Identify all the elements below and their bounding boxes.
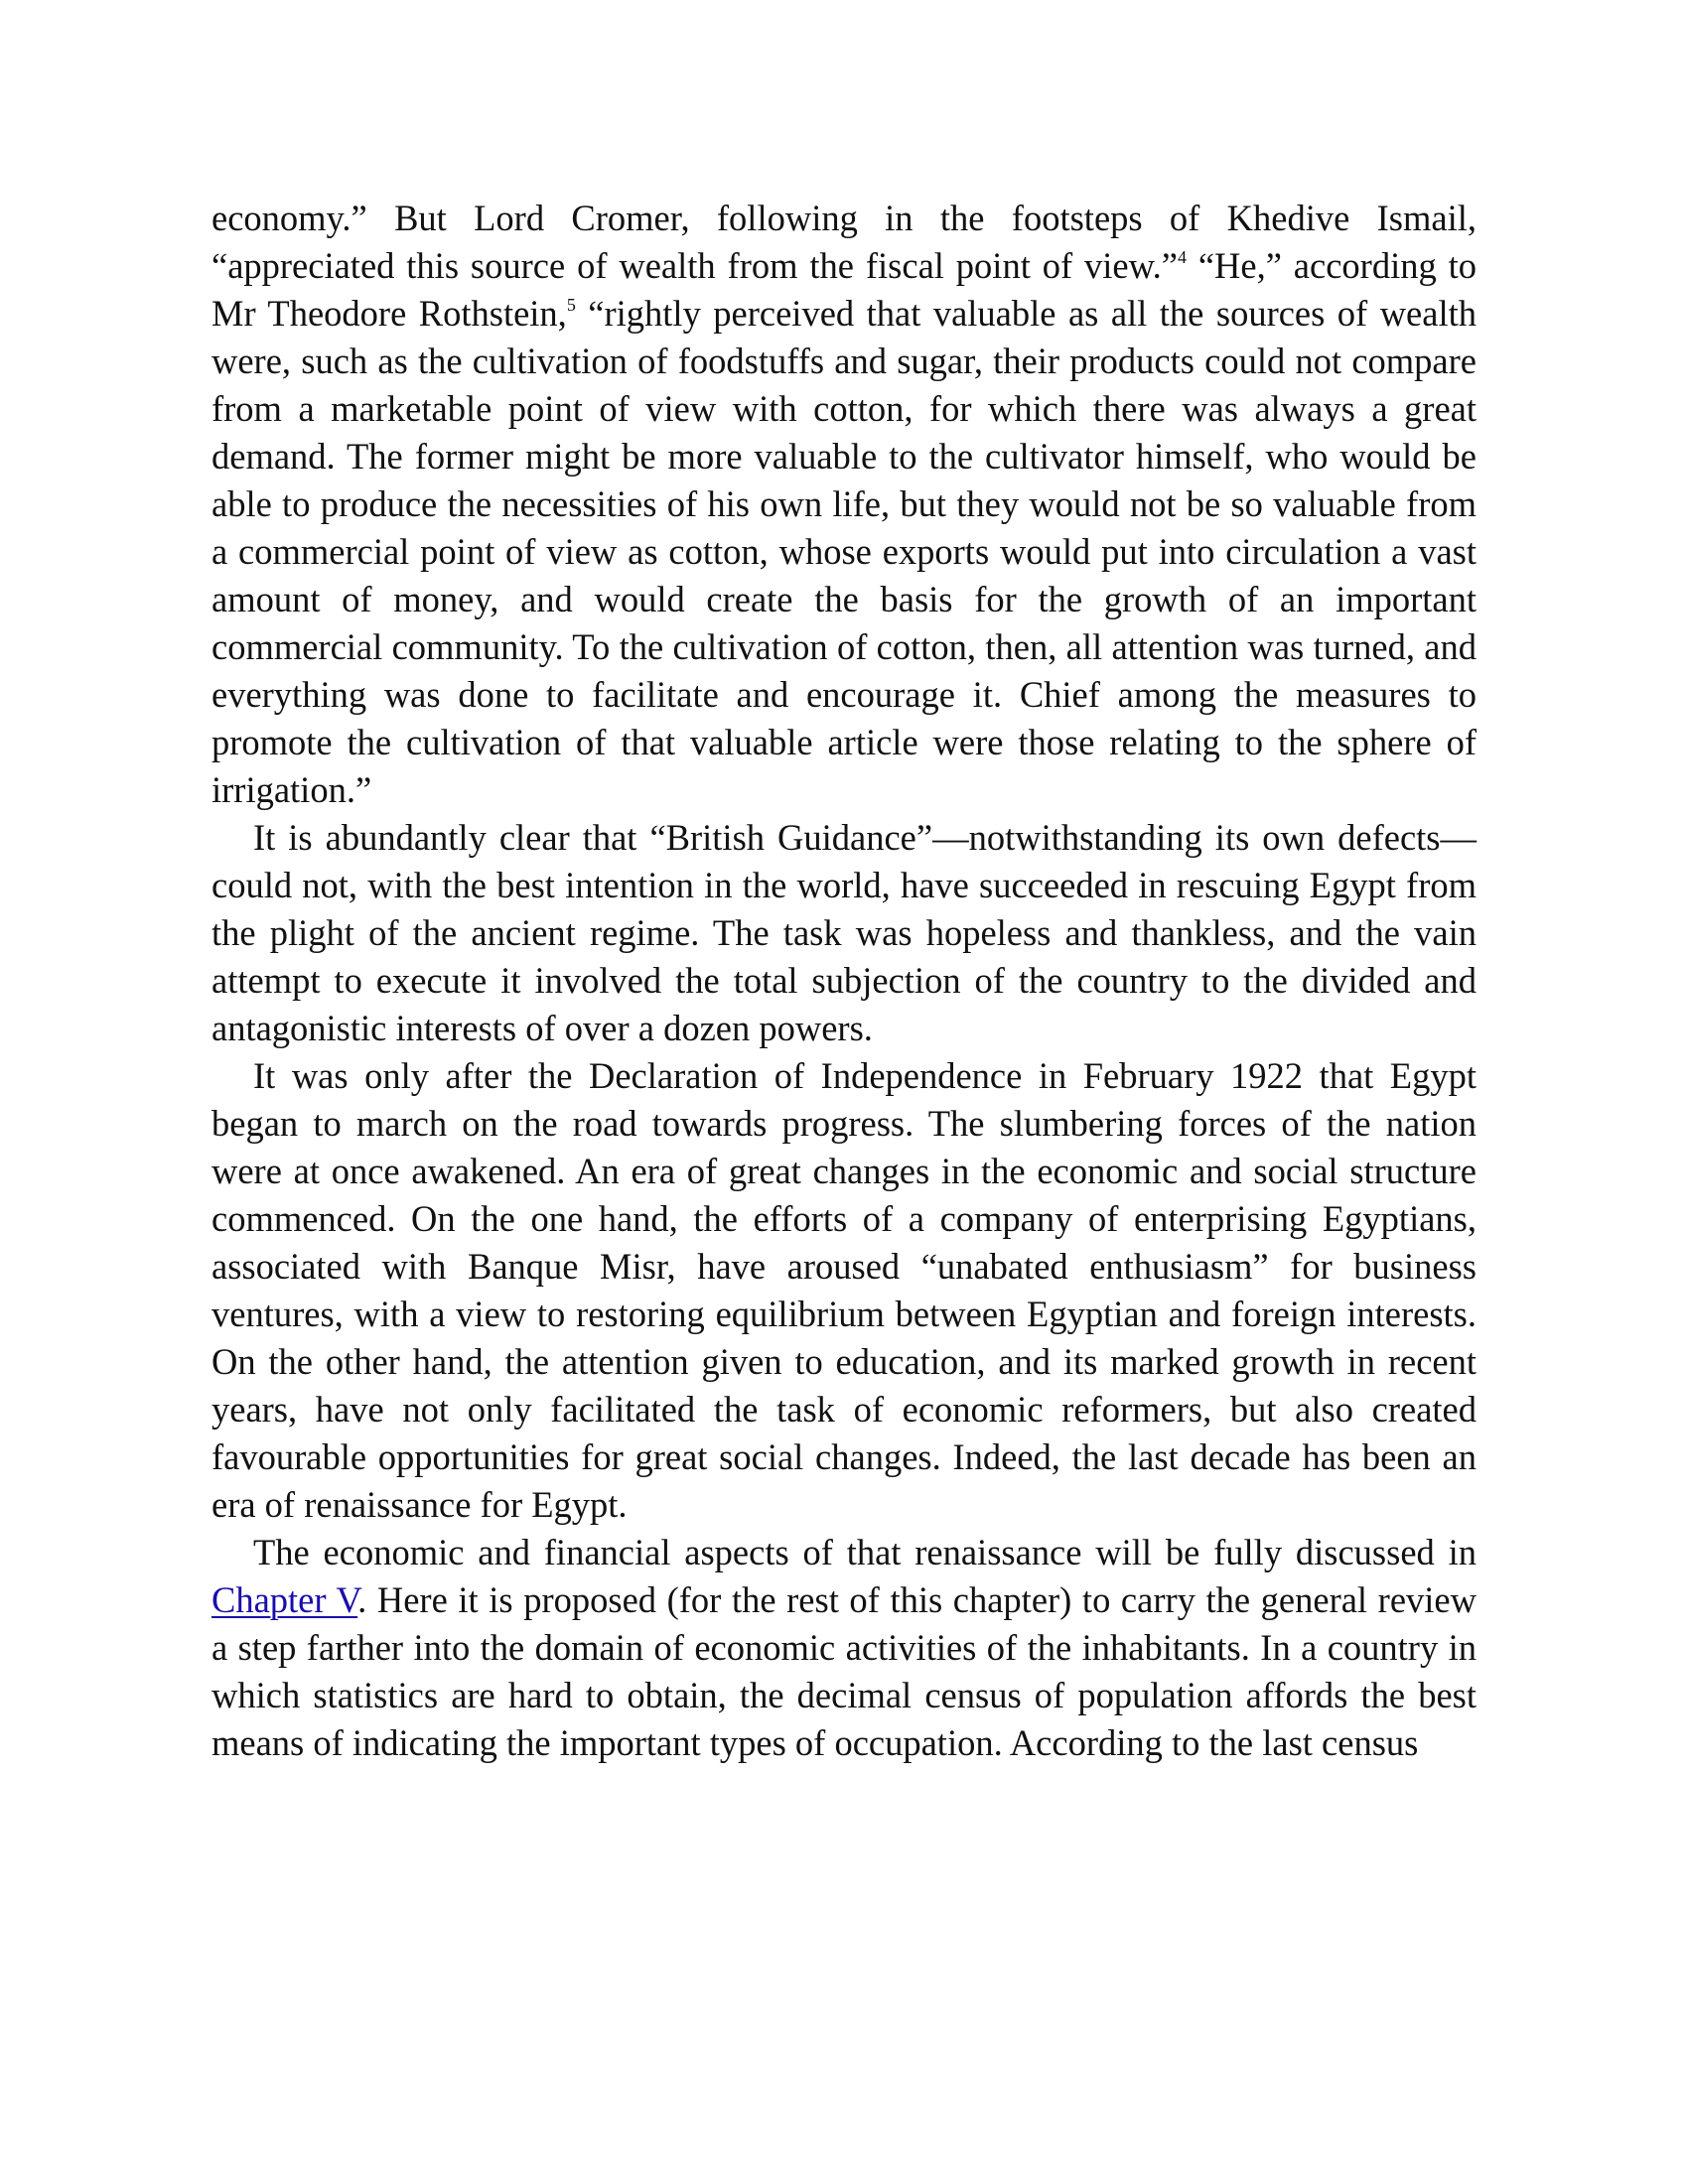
paragraph-independence: [211, 1052, 1477, 1529]
paragraph-cromer-cotton: [211, 195, 1477, 814]
paragraph-text: economy.” But Lord Cromer, following in the footsteps of Khedive Ismail, “appreciated this source of wealth from the fiscal point of view.”: [211, 198, 1477, 286]
paragraph-text: It is abundantly clear that “British Guidance”—notwithstanding its own defects—could not, with the best intention in the world, have succeeded in rescuing Egypt from the plight of the ancient regime. The task was hopeless and thankless, and the vain attempt to execute it involved the total subjection of the country to the divided and antagonistic interests of over a dozen powers.: [211, 817, 1477, 1048]
document-page: [211, 195, 1477, 1767]
paragraph-text: “He,” according to Mr Theodore Rothstein,: [211, 245, 1477, 334]
paragraph-renaissance-census: [211, 1529, 1477, 1767]
paragraph-text: The economic and financial aspects of that renaissance will be fully discussed in: [253, 1532, 1477, 1572]
footnote-marker-4[interactable]: 4: [1177, 246, 1187, 267]
paragraph-text: . Here it is proposed (for the rest of this chapter) to carry the general review a step farther into the domain of economic activities of the inhabitants. In a country in which statistics are hard to obtain, the decimal census of population affords the best means of indicating the important types of occupation. According to the last census: [211, 1579, 1477, 1763]
chapter-v-link[interactable]: Chapter V: [211, 1579, 358, 1620]
paragraph-british-guidance: [211, 814, 1477, 1052]
paragraph-text: “rightly perceived that valuable as all the sources of wealth were, such as the cultivation of foodstuffs and sugar, their products could not compare from a marketable point of view with cotton, for which there was always a great demand. The former might be more valuable to the cultivator himself, who would be able to produce the necessities of his own life, but they would not be so valuable from a commercial point of view as cotton, whose exports would put into circulation a vast amount of money, and would create the basis for the growth of an important commercial community. To the cultivation of cotton, then, all attention was turned, and everything was done to facilitate and encourage it. Chief among the measures to promote the cultivation of that valuable article were those relating to the sphere of irrigation.”: [211, 293, 1477, 810]
paragraph-text: It was only after the Declaration of Independence in February 1922 that Egypt began to march on the road towards progress. The slumbering forces of the nation were at once awakened. An era of great changes in the economic and social structure commenced. On the one hand, the efforts of a company of enterprising Egyptians, associated with Banque Misr, have aroused “unabated enthusiasm” for business ventures, with a view to restoring equilibrium between Egyptian and foreign interests. On the other hand, the attention given to education, and its marked growth in recent years, have not only facilitated the task of economic reformers, but also created favourable opportunities for great social changes. Indeed, the last decade has been an era of renaissance for Egypt.: [211, 1055, 1477, 1525]
footnote-marker-5[interactable]: 5: [566, 294, 576, 315]
